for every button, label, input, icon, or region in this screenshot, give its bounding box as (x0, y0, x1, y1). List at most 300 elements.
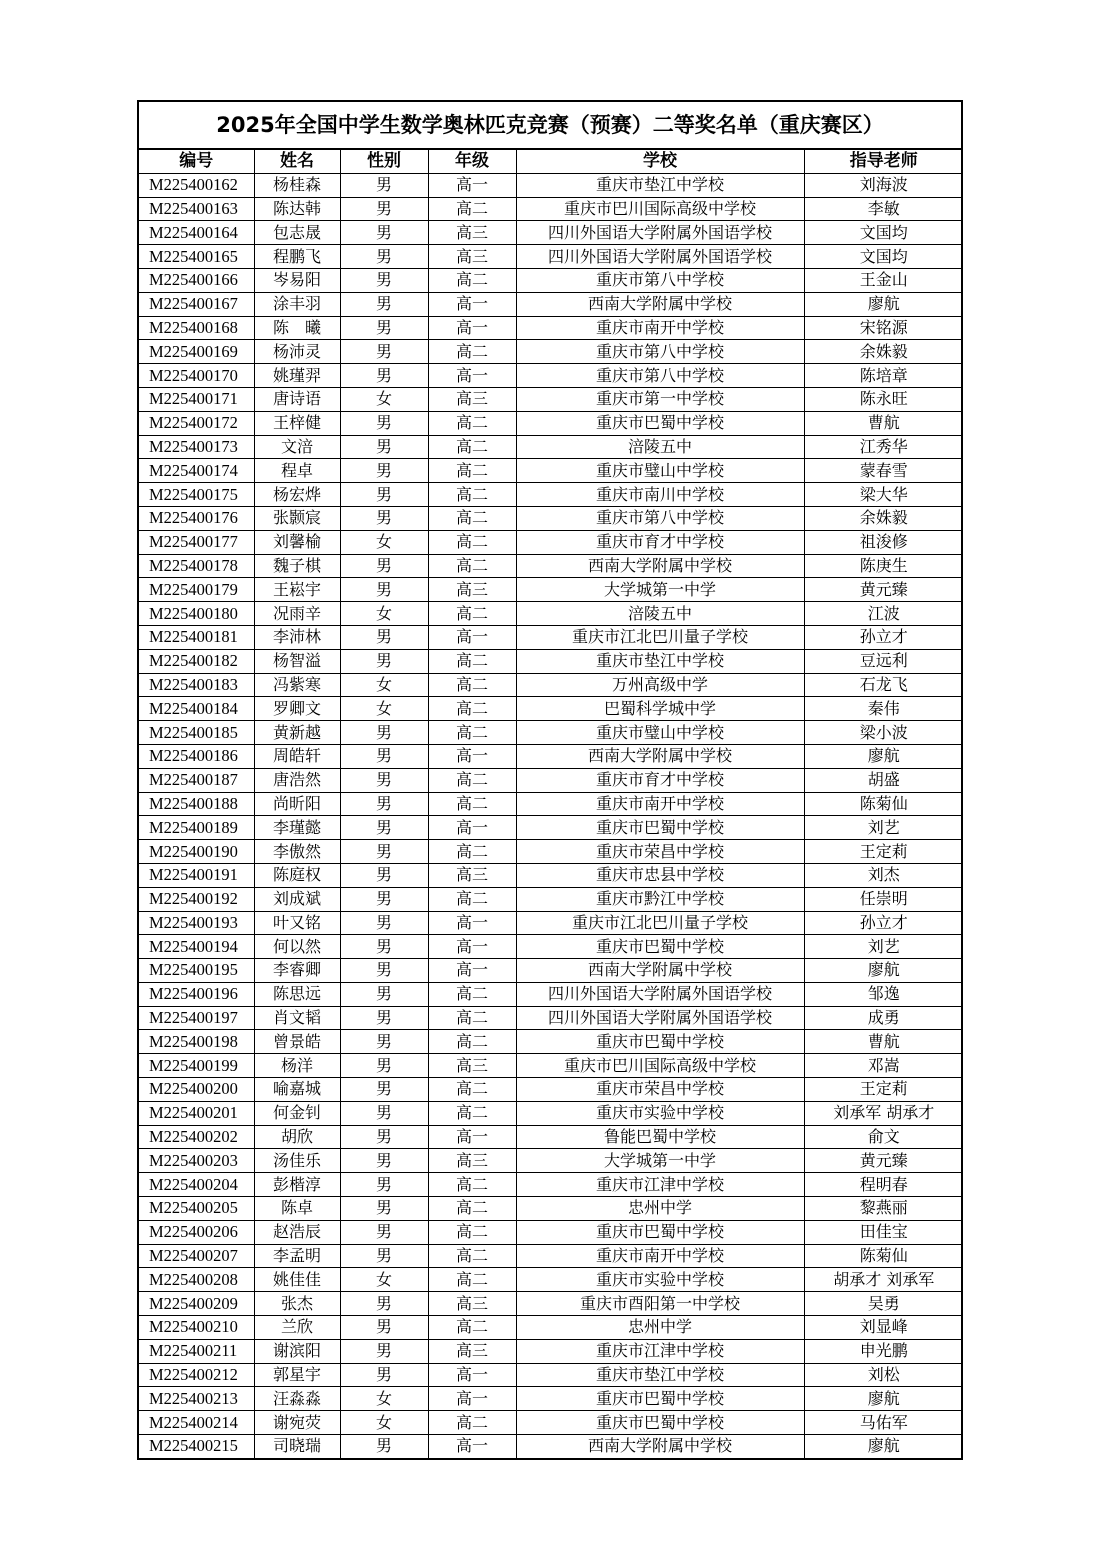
cell-name: 刘馨榆 (254, 530, 340, 554)
award-list-sheet (137, 100, 963, 1460)
cell-name: 喻嘉城 (254, 1078, 340, 1102)
column-header-grade: 年级 (428, 150, 516, 174)
column-header-id: 编号 (139, 150, 254, 174)
cell-school: 涪陵五中 (516, 602, 804, 626)
cell-gender: 男 (340, 316, 428, 340)
cell-id: M225400185 (139, 721, 254, 745)
cell-gender: 男 (340, 221, 428, 245)
cell-name: 姚瑾羿 (254, 364, 340, 388)
cell-teacher: 王金山 (804, 268, 963, 292)
cell-school: 西南大学附属中学校 (516, 744, 804, 768)
award-table (139, 149, 963, 1458)
cell-school: 重庆市实验中学校 (516, 1268, 804, 1292)
cell-id: M225400212 (139, 1363, 254, 1387)
cell-name: 黄新越 (254, 721, 340, 745)
cell-grade: 高一 (428, 911, 516, 935)
cell-grade: 高二 (428, 1197, 516, 1221)
cell-gender: 男 (340, 1292, 428, 1316)
cell-teacher: 程明春 (804, 1173, 963, 1197)
table-row (139, 1197, 963, 1221)
cell-school: 重庆市黔江中学校 (516, 887, 804, 911)
cell-name: 李沛林 (254, 625, 340, 649)
cell-name: 肖文韬 (254, 1006, 340, 1030)
cell-teacher: 刘艺 (804, 935, 963, 959)
cell-id: M225400174 (139, 459, 254, 483)
cell-teacher: 刘艺 (804, 816, 963, 840)
cell-name: 程鹏飞 (254, 245, 340, 269)
cell-teacher: 黎燕丽 (804, 1197, 963, 1221)
cell-gender: 男 (340, 578, 428, 602)
cell-teacher: 廖航 (804, 292, 963, 316)
cell-school: 西南大学附属中学校 (516, 1435, 804, 1458)
cell-gender: 男 (340, 959, 428, 983)
cell-gender: 男 (340, 911, 428, 935)
cell-id: M225400171 (139, 387, 254, 411)
cell-school: 重庆市巴蜀中学校 (516, 1411, 804, 1435)
cell-gender: 男 (340, 1316, 428, 1340)
cell-teacher: 秦伟 (804, 697, 963, 721)
cell-school: 重庆市育才中学校 (516, 768, 804, 792)
cell-name: 文涪 (254, 435, 340, 459)
cell-name: 程卓 (254, 459, 340, 483)
table-row (139, 483, 963, 507)
cell-id: M225400180 (139, 602, 254, 626)
table-row (139, 1316, 963, 1340)
table-row (139, 268, 963, 292)
cell-name: 李傲然 (254, 840, 340, 864)
cell-gender: 男 (340, 1101, 428, 1125)
cell-name: 陈 曦 (254, 316, 340, 340)
cell-id: M225400193 (139, 911, 254, 935)
cell-teacher: 黄元臻 (804, 1149, 963, 1173)
cell-id: M225400189 (139, 816, 254, 840)
cell-teacher: 李敏 (804, 197, 963, 221)
table-row (139, 887, 963, 911)
cell-teacher: 田佳宝 (804, 1220, 963, 1244)
cell-id: M225400190 (139, 840, 254, 864)
cell-grade: 高二 (428, 768, 516, 792)
cell-gender: 男 (340, 1244, 428, 1268)
cell-grade: 高二 (428, 1220, 516, 1244)
table-row (139, 554, 963, 578)
cell-id: M225400187 (139, 768, 254, 792)
cell-id: M225400172 (139, 411, 254, 435)
cell-gender: 男 (340, 721, 428, 745)
cell-teacher: 刘杰 (804, 863, 963, 887)
cell-school: 重庆市垫江中学校 (516, 173, 804, 197)
table-row (139, 649, 963, 673)
cell-id: M225400204 (139, 1173, 254, 1197)
cell-teacher: 文国均 (804, 245, 963, 269)
cell-grade: 高一 (428, 816, 516, 840)
cell-name: 谢宛荧 (254, 1411, 340, 1435)
cell-id: M225400181 (139, 625, 254, 649)
table-row (139, 697, 963, 721)
cell-name: 李睿卿 (254, 959, 340, 983)
cell-gender: 男 (340, 435, 428, 459)
cell-grade: 高三 (428, 221, 516, 245)
table-row (139, 316, 963, 340)
cell-name: 兰欣 (254, 1316, 340, 1340)
cell-school: 重庆市巴蜀中学校 (516, 1387, 804, 1411)
cell-grade: 高二 (428, 840, 516, 864)
cell-school: 鲁能巴蜀中学校 (516, 1125, 804, 1149)
cell-school: 重庆市第八中学校 (516, 268, 804, 292)
cell-teacher: 廖航 (804, 959, 963, 983)
cell-school: 重庆市南开中学校 (516, 1244, 804, 1268)
cell-name: 杨宏烨 (254, 483, 340, 507)
cell-name: 汪淼淼 (254, 1387, 340, 1411)
cell-school: 重庆市巴蜀中学校 (516, 1220, 804, 1244)
cell-gender: 男 (340, 1197, 428, 1221)
table-row (139, 602, 963, 626)
cell-gender: 女 (340, 387, 428, 411)
cell-id: M225400197 (139, 1006, 254, 1030)
cell-name: 罗卿文 (254, 697, 340, 721)
cell-grade: 高二 (428, 649, 516, 673)
cell-grade: 高一 (428, 1125, 516, 1149)
cell-id: M225400203 (139, 1149, 254, 1173)
cell-gender: 男 (340, 649, 428, 673)
cell-gender: 男 (340, 1363, 428, 1387)
cell-teacher: 梁小波 (804, 721, 963, 745)
cell-name: 张颢宸 (254, 506, 340, 530)
cell-gender: 男 (340, 554, 428, 578)
cell-gender: 男 (340, 1173, 428, 1197)
table-row (139, 1435, 963, 1458)
cell-grade: 高二 (428, 1244, 516, 1268)
cell-school: 涪陵五中 (516, 435, 804, 459)
cell-teacher: 廖航 (804, 1387, 963, 1411)
cell-gender: 女 (340, 530, 428, 554)
cell-gender: 男 (340, 340, 428, 364)
cell-grade: 高一 (428, 173, 516, 197)
cell-name: 包志晟 (254, 221, 340, 245)
table-row (139, 1054, 963, 1078)
cell-school: 重庆市荣昌中学校 (516, 1078, 804, 1102)
cell-name: 周皓轩 (254, 744, 340, 768)
cell-school: 重庆市第八中学校 (516, 340, 804, 364)
cell-name: 何以然 (254, 935, 340, 959)
cell-gender: 男 (340, 197, 428, 221)
cell-name: 姚佳佳 (254, 1268, 340, 1292)
cell-name: 杨桂森 (254, 173, 340, 197)
cell-school: 重庆市忠县中学校 (516, 863, 804, 887)
cell-gender: 男 (340, 887, 428, 911)
table-row (139, 1292, 963, 1316)
cell-name: 李孟明 (254, 1244, 340, 1268)
cell-id: M225400169 (139, 340, 254, 364)
cell-id: M225400184 (139, 697, 254, 721)
cell-id: M225400186 (139, 744, 254, 768)
cell-gender: 男 (340, 506, 428, 530)
table-row (139, 721, 963, 745)
cell-gender: 女 (340, 1411, 428, 1435)
cell-teacher: 胡承才 刘承军 (804, 1268, 963, 1292)
cell-school: 重庆市南川中学校 (516, 483, 804, 507)
cell-id: M225400194 (139, 935, 254, 959)
cell-grade: 高二 (428, 1078, 516, 1102)
table-row (139, 1244, 963, 1268)
cell-name: 况雨辛 (254, 602, 340, 626)
cell-id: M225400199 (139, 1054, 254, 1078)
cell-id: M225400175 (139, 483, 254, 507)
cell-id: M225400176 (139, 506, 254, 530)
cell-id: M225400215 (139, 1435, 254, 1458)
cell-teacher: 刘海波 (804, 173, 963, 197)
table-row (139, 1078, 963, 1102)
cell-grade: 高二 (428, 459, 516, 483)
table-row (139, 1339, 963, 1363)
cell-school: 四川外国语大学附属外国语学校 (516, 1006, 804, 1030)
cell-teacher: 宋铭源 (804, 316, 963, 340)
cell-grade: 高二 (428, 268, 516, 292)
cell-gender: 男 (340, 744, 428, 768)
cell-teacher: 陈菊仙 (804, 1244, 963, 1268)
cell-id: M225400167 (139, 292, 254, 316)
table-row (139, 840, 963, 864)
cell-name: 尚昕阳 (254, 792, 340, 816)
cell-name: 岑易阳 (254, 268, 340, 292)
cell-id: M225400164 (139, 221, 254, 245)
table-row (139, 435, 963, 459)
cell-gender: 男 (340, 245, 428, 269)
cell-teacher: 江波 (804, 602, 963, 626)
cell-teacher: 陈培章 (804, 364, 963, 388)
cell-school: 重庆市巴川国际高级中学校 (516, 197, 804, 221)
cell-grade: 高二 (428, 197, 516, 221)
cell-teacher: 黄元臻 (804, 578, 963, 602)
cell-teacher: 马佑军 (804, 1411, 963, 1435)
cell-grade: 高二 (428, 887, 516, 911)
table-row (139, 1030, 963, 1054)
cell-id: M225400208 (139, 1268, 254, 1292)
cell-teacher: 曹航 (804, 411, 963, 435)
cell-grade: 高三 (428, 1339, 516, 1363)
cell-name: 陈卓 (254, 1197, 340, 1221)
cell-id: M225400191 (139, 863, 254, 887)
cell-grade: 高三 (428, 1149, 516, 1173)
cell-gender: 男 (340, 935, 428, 959)
cell-name: 司晓瑞 (254, 1435, 340, 1458)
table-row (139, 1268, 963, 1292)
cell-name: 张杰 (254, 1292, 340, 1316)
table-row (139, 197, 963, 221)
cell-gender: 男 (340, 982, 428, 1006)
table-row (139, 911, 963, 935)
table-row (139, 1125, 963, 1149)
cell-grade: 高二 (428, 1030, 516, 1054)
table-row (139, 292, 963, 316)
cell-grade: 高二 (428, 1316, 516, 1340)
table-row (139, 459, 963, 483)
cell-teacher: 邹逸 (804, 982, 963, 1006)
cell-school: 重庆市巴蜀中学校 (516, 816, 804, 840)
cell-school: 四川外国语大学附属外国语学校 (516, 221, 804, 245)
cell-name: 唐浩然 (254, 768, 340, 792)
table-row (139, 387, 963, 411)
cell-teacher: 陈菊仙 (804, 792, 963, 816)
cell-school: 重庆市江津中学校 (516, 1173, 804, 1197)
cell-name: 赵浩辰 (254, 1220, 340, 1244)
cell-grade: 高一 (428, 1435, 516, 1458)
cell-name: 杨智溢 (254, 649, 340, 673)
cell-grade: 高二 (428, 530, 516, 554)
cell-grade: 高二 (428, 1006, 516, 1030)
table-row (139, 1006, 963, 1030)
cell-name: 郭星宇 (254, 1363, 340, 1387)
cell-grade: 高一 (428, 625, 516, 649)
cell-id: M225400179 (139, 578, 254, 602)
table-row (139, 411, 963, 435)
cell-grade: 高二 (428, 483, 516, 507)
table-row (139, 1363, 963, 1387)
cell-name: 谢滨阳 (254, 1339, 340, 1363)
cell-grade: 高一 (428, 1363, 516, 1387)
cell-gender: 男 (340, 1078, 428, 1102)
cell-grade: 高一 (428, 316, 516, 340)
cell-id: M225400202 (139, 1125, 254, 1149)
table-row (139, 744, 963, 768)
cell-name: 陈思远 (254, 982, 340, 1006)
cell-name: 陈达韩 (254, 197, 340, 221)
table-row (139, 506, 963, 530)
cell-grade: 高二 (428, 554, 516, 578)
cell-grade: 高二 (428, 1268, 516, 1292)
cell-gender: 男 (340, 625, 428, 649)
table-row (139, 1173, 963, 1197)
cell-school: 重庆市垫江中学校 (516, 1363, 804, 1387)
cell-school: 重庆市巴蜀中学校 (516, 411, 804, 435)
cell-teacher: 刘显峰 (804, 1316, 963, 1340)
cell-teacher: 陈庚生 (804, 554, 963, 578)
table-row (139, 221, 963, 245)
cell-grade: 高二 (428, 1411, 516, 1435)
cell-grade: 高二 (428, 697, 516, 721)
cell-id: M225400195 (139, 959, 254, 983)
cell-gender: 男 (340, 1006, 428, 1030)
table-row (139, 1220, 963, 1244)
cell-grade: 高二 (428, 721, 516, 745)
cell-teacher: 豆远利 (804, 649, 963, 673)
cell-grade: 高二 (428, 506, 516, 530)
cell-id: M225400168 (139, 316, 254, 340)
cell-school: 重庆市育才中学校 (516, 530, 804, 554)
cell-name: 胡欣 (254, 1125, 340, 1149)
cell-grade: 高二 (428, 1101, 516, 1125)
cell-id: M225400188 (139, 792, 254, 816)
cell-grade: 高二 (428, 411, 516, 435)
cell-school: 重庆市南开中学校 (516, 316, 804, 340)
cell-school: 西南大学附属中学校 (516, 554, 804, 578)
table-row (139, 935, 963, 959)
cell-id: M225400170 (139, 364, 254, 388)
cell-teacher: 王定莉 (804, 1078, 963, 1102)
cell-gender: 男 (340, 768, 428, 792)
column-header-school: 学校 (516, 150, 804, 174)
cell-gender: 男 (340, 1030, 428, 1054)
cell-id: M225400173 (139, 435, 254, 459)
cell-gender: 男 (340, 1220, 428, 1244)
cell-school: 忠州中学 (516, 1316, 804, 1340)
cell-teacher: 余姝毅 (804, 340, 963, 364)
cell-teacher: 文国均 (804, 221, 963, 245)
cell-school: 重庆市垫江中学校 (516, 649, 804, 673)
cell-gender: 男 (340, 863, 428, 887)
cell-name: 何金钊 (254, 1101, 340, 1125)
cell-id: M225400209 (139, 1292, 254, 1316)
cell-grade: 高一 (428, 744, 516, 768)
cell-id: M225400205 (139, 1197, 254, 1221)
cell-school: 重庆市璧山中学校 (516, 721, 804, 745)
cell-grade: 高二 (428, 792, 516, 816)
cell-school: 重庆市巴川国际高级中学校 (516, 1054, 804, 1078)
cell-school: 重庆市第一中学校 (516, 387, 804, 411)
cell-gender: 女 (340, 1268, 428, 1292)
cell-name: 刘成斌 (254, 887, 340, 911)
cell-gender: 男 (340, 792, 428, 816)
cell-gender: 男 (340, 1435, 428, 1458)
cell-gender: 男 (340, 1149, 428, 1173)
cell-school: 重庆市南开中学校 (516, 792, 804, 816)
cell-name: 涂丰羽 (254, 292, 340, 316)
cell-teacher: 祖浚修 (804, 530, 963, 554)
cell-grade: 高一 (428, 292, 516, 316)
cell-gender: 男 (340, 268, 428, 292)
cell-gender: 女 (340, 602, 428, 626)
cell-school: 重庆市第八中学校 (516, 506, 804, 530)
cell-teacher: 王定莉 (804, 840, 963, 864)
cell-gender: 男 (340, 483, 428, 507)
cell-name: 叶又铭 (254, 911, 340, 935)
cell-gender: 女 (340, 673, 428, 697)
cell-gender: 女 (340, 1387, 428, 1411)
table-row (139, 578, 963, 602)
cell-gender: 女 (340, 697, 428, 721)
table-row (139, 625, 963, 649)
cell-grade: 高三 (428, 1292, 516, 1316)
cell-grade: 高二 (428, 435, 516, 459)
cell-name: 杨洋 (254, 1054, 340, 1078)
table-row (139, 1149, 963, 1173)
cell-teacher: 廖航 (804, 1435, 963, 1458)
cell-id: M225400213 (139, 1387, 254, 1411)
cell-name: 王崧宇 (254, 578, 340, 602)
table-row (139, 340, 963, 364)
cell-teacher: 成勇 (804, 1006, 963, 1030)
table-row (139, 959, 963, 983)
cell-teacher: 江秀华 (804, 435, 963, 459)
table-row (139, 364, 963, 388)
cell-school: 重庆市实验中学校 (516, 1101, 804, 1125)
cell-grade: 高二 (428, 1173, 516, 1197)
cell-gender: 男 (340, 1125, 428, 1149)
cell-teacher: 吴勇 (804, 1292, 963, 1316)
cell-school: 重庆市江津中学校 (516, 1339, 804, 1363)
cell-school: 万州高级中学 (516, 673, 804, 697)
page-title: 2025年全国中学生数学奥林匹克竞赛（预赛）二等奖名单（重庆赛区） (139, 102, 961, 149)
cell-school: 忠州中学 (516, 1197, 804, 1221)
column-header-teacher: 指导老师 (804, 150, 963, 174)
cell-teacher: 俞文 (804, 1125, 963, 1149)
table-row (139, 816, 963, 840)
cell-grade: 高三 (428, 387, 516, 411)
cell-name: 李瑾懿 (254, 816, 340, 840)
cell-name: 汤佳乐 (254, 1149, 340, 1173)
cell-id: M225400210 (139, 1316, 254, 1340)
cell-gender: 男 (340, 1054, 428, 1078)
table-row (139, 768, 963, 792)
